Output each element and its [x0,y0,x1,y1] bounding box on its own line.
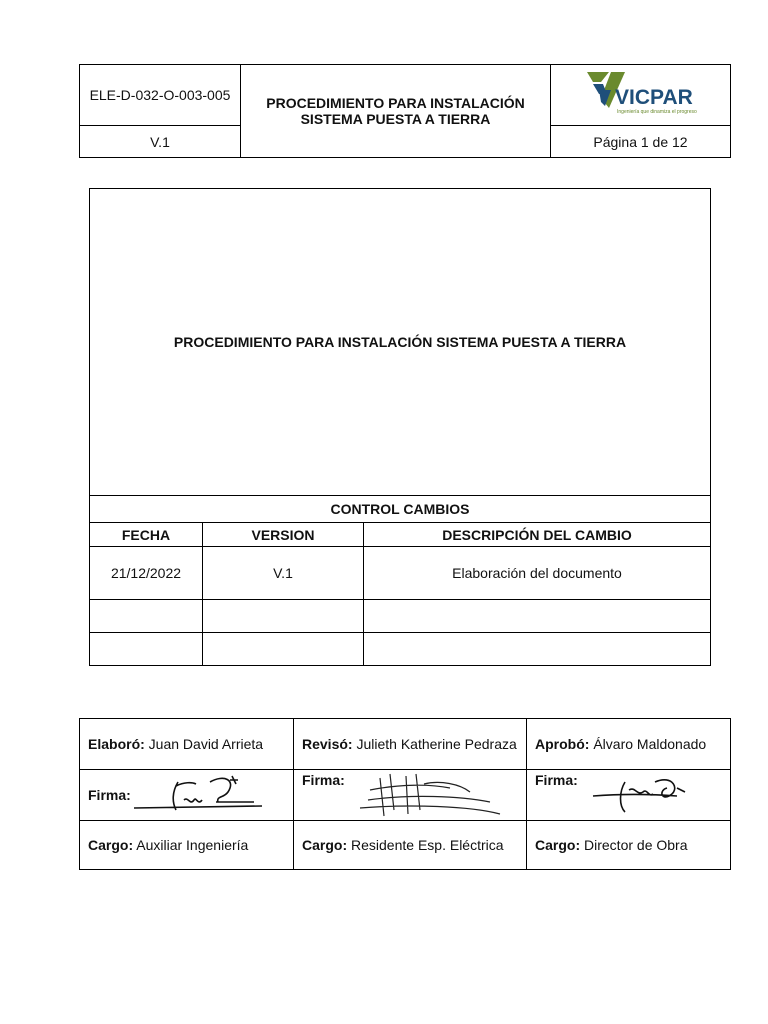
vicpar-logo [581,68,701,120]
reviso-cell [294,719,527,770]
cargo-aprobo-value: Director de Obra [584,837,688,853]
signature-elaboro-image [132,772,272,816]
elaboro-label: Elaboró: [88,736,145,752]
cargo-reviso-cell [294,821,527,870]
svg-text:VICPAR: VICPAR [614,85,693,109]
column-header-descripcion: DESCRIPCIÓN DEL CAMBIO [364,523,711,547]
column-header-fecha: FECHA [90,523,203,547]
svg-text:Ingeniería que dinamiza el pro: Ingeniería que dinamiza el progreso [616,108,697,115]
table-cell: V.1 [203,547,364,600]
table-cell [364,633,711,666]
elaboro-cell [80,719,294,770]
document-version: V.1 [80,126,241,158]
cargo-reviso-value: Residente Esp. Eléctrica [351,837,504,853]
aprobo-name: Álvaro Maldonado [593,736,707,752]
cover-box [89,188,711,496]
reviso-name: Julieth Katherine Pedraza [356,736,517,752]
signature-table [79,718,731,870]
cargo-aprobo-cell [527,821,731,870]
reviso-label: Revisó: [302,736,353,752]
cargo-label: Cargo: [535,837,581,853]
cargo-label: Cargo: [302,837,348,853]
document-title-cell [241,65,551,158]
signature-reviso-image [350,770,510,820]
elaboro-name: Juan David Arrieta [148,736,264,752]
cover-title: PROCEDIMIENTO PARA INSTALACIÓN SISTEMA PUESTA A TIERRA [173,334,627,350]
aprobo-cell [527,719,731,770]
document-header [79,64,731,158]
table-cell [364,600,711,633]
table-cell [203,600,364,633]
document-code: ELE-D-032-O-003-005 [80,65,241,126]
document-title-line2: SISTEMA PUESTA A TIERRA [300,111,491,127]
table-cell: 21/12/2022 [90,547,203,600]
aprobo-label: Aprobó: [535,736,590,752]
firma-reviso-cell [294,770,527,821]
change-control-table [89,496,711,666]
table-row [90,633,711,666]
firma-label: Firma: [302,772,345,788]
table-cell [90,600,203,633]
page-indicator: Página 1 de 12 [551,126,731,158]
cargo-elaboro-cell [80,821,294,870]
column-header-version: VERSION [203,523,364,547]
document-title-line1: PROCEDIMIENTO PARA INSTALACIÓN [266,95,525,111]
firma-label: Firma: [88,787,131,803]
company-logo-cell [551,65,731,126]
table-row [90,547,711,600]
firma-elaboro-cell [80,770,294,821]
signature-aprobo-image [589,772,699,816]
table-cell [203,633,364,666]
firma-aprobo-cell [527,770,731,821]
table-cell [90,633,203,666]
change-control-title: CONTROL CAMBIOS [90,496,711,523]
table-cell: Elaboración del documento [364,547,711,600]
firma-label: Firma: [535,772,578,788]
cargo-label: Cargo: [88,837,134,853]
cargo-elaboro-value: Auxiliar Ingeniería [136,837,249,853]
table-row [90,600,711,633]
